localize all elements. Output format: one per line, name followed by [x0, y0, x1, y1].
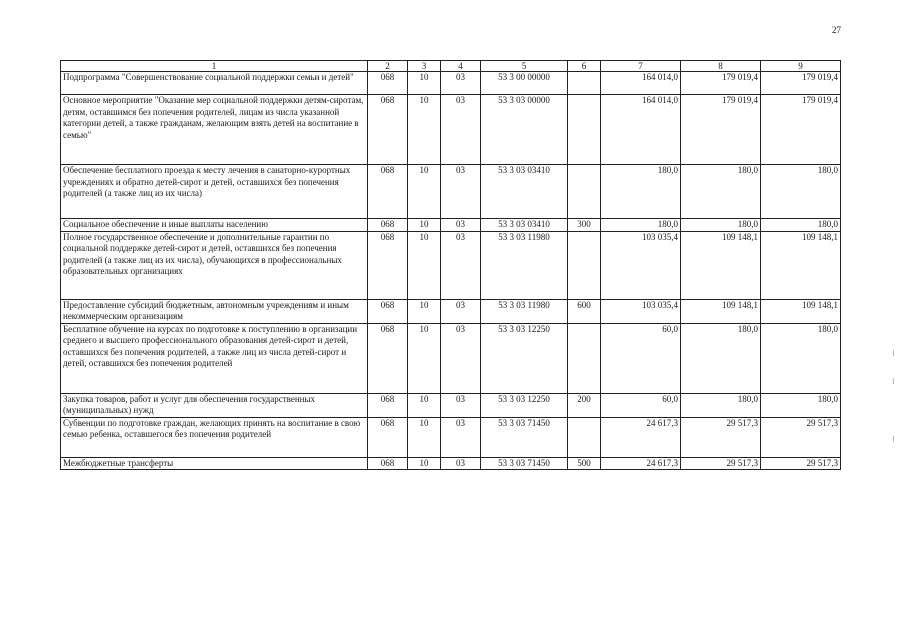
value-col9: 180,0	[761, 219, 841, 232]
code-admin: 068	[368, 457, 408, 470]
value-col8: 109 148,1	[681, 299, 761, 323]
code-admin: 068	[368, 219, 408, 232]
code-expense-type: 200	[568, 393, 601, 417]
table-row	[61, 72, 841, 95]
value-col8: 180,0	[681, 219, 761, 232]
column-header: 9	[761, 61, 841, 72]
scan-mark	[893, 436, 894, 442]
code-section: 10	[408, 393, 441, 417]
page-number: 27	[832, 25, 841, 35]
code-section: 10	[408, 95, 441, 165]
row-name: Межбюджетные трансферты	[61, 457, 368, 470]
value-col9: 109 148,1	[761, 299, 841, 323]
value-col7: 103 035,4	[601, 231, 681, 299]
row-name: Обеспечение бесплатного проезда к месту лечения в санаторно-курортных учреждениях и обратно детей-сирот и детей, оставшихся без попечения родителей (а также лиц из их числа)	[61, 165, 368, 219]
code-subsection: 03	[441, 231, 481, 299]
value-col7: 180,0	[601, 165, 681, 219]
code-admin: 068	[368, 165, 408, 219]
row-name: Закупка товаров, работ и услуг для обеспечения государственных (муниципальных) нужд	[61, 393, 368, 417]
table-row	[61, 165, 841, 219]
code-section: 10	[408, 323, 441, 393]
code-section: 10	[408, 165, 441, 219]
value-col7: 103 035,4	[601, 299, 681, 323]
code-target: 53 3 00 00000	[481, 72, 568, 95]
value-col7: 24 617,3	[601, 457, 681, 470]
value-col9: 179 019,4	[761, 95, 841, 165]
code-admin: 068	[368, 323, 408, 393]
value-col7: 24 617,3	[601, 417, 681, 457]
code-section: 10	[408, 457, 441, 470]
value-col8: 180,0	[681, 165, 761, 219]
code-subsection: 03	[441, 299, 481, 323]
value-col9: 109 148,1	[761, 231, 841, 299]
code-admin: 068	[368, 417, 408, 457]
code-target: 53 3 03 12250	[481, 323, 568, 393]
column-header: 2	[368, 61, 408, 72]
column-header: 3	[408, 61, 441, 72]
table-row	[61, 457, 841, 470]
table-row	[61, 323, 841, 393]
code-admin: 068	[368, 95, 408, 165]
value-col8: 180,0	[681, 323, 761, 393]
code-subsection: 03	[441, 323, 481, 393]
value-col9: 180,0	[761, 323, 841, 393]
code-subsection: 03	[441, 417, 481, 457]
table-row	[61, 393, 841, 417]
table-row	[61, 95, 841, 165]
column-header: 6	[568, 61, 601, 72]
value-col8: 109 148,1	[681, 231, 761, 299]
code-expense-type	[568, 323, 601, 393]
code-subsection: 03	[441, 219, 481, 232]
row-name: Социальное обеспечение и иные выплаты населению	[61, 219, 368, 232]
header-row	[61, 61, 841, 72]
code-subsection: 03	[441, 165, 481, 219]
code-target: 53 3 03 03410	[481, 219, 568, 232]
code-expense-type: 600	[568, 299, 601, 323]
table-row	[61, 231, 841, 299]
value-col7: 164 014,0	[601, 95, 681, 165]
code-target: 53 3 03 00000	[481, 95, 568, 165]
code-target: 53 3 03 11980	[481, 299, 568, 323]
value-col9: 29 517,3	[761, 417, 841, 457]
code-expense-type	[568, 72, 601, 95]
code-section: 10	[408, 417, 441, 457]
row-name: Подпрограмма "Совершенствование социальной поддержки семьи и детей"	[61, 72, 368, 95]
value-col7: 60,0	[601, 393, 681, 417]
column-header: 8	[681, 61, 761, 72]
table-row	[61, 417, 841, 457]
row-name: Основное мероприятие "Оказание мер социальной поддержки детям-сиротам, детям, оставшимся без попечения родителей, лицам из числа указанной категории детей, а также гражданам, желающим взять детей на воспитание в семью"	[61, 95, 368, 165]
table-row	[61, 299, 841, 323]
code-expense-type: 300	[568, 219, 601, 232]
code-expense-type	[568, 417, 601, 457]
value-col9: 179 019,4	[761, 72, 841, 95]
code-subsection: 03	[441, 72, 481, 95]
code-section: 10	[408, 231, 441, 299]
scan-mark	[893, 378, 894, 384]
column-header: 5	[481, 61, 568, 72]
column-header: 4	[441, 61, 481, 72]
value-col9: 180,0	[761, 165, 841, 219]
column-header: 7	[601, 61, 681, 72]
value-col7: 60,0	[601, 323, 681, 393]
value-col8: 179 019,4	[681, 95, 761, 165]
row-name: Субвенции по подготовке граждан, желающих принять на воспитание в свою семью ребенка, оставшегося без попечения родителей	[61, 417, 368, 457]
code-target: 53 3 03 03410	[481, 165, 568, 219]
row-name: Предоставление субсидий бюджетным, автономным учреждениям и иным некоммерческим организациям	[61, 299, 368, 323]
value-col7: 164 014,0	[601, 72, 681, 95]
code-admin: 068	[368, 72, 408, 95]
value-col7: 180,0	[601, 219, 681, 232]
row-name: Бесплатное обучение на курсах по подготовке к поступлению в организации среднего и высшего профессионального образования детей-сирот и детей, оставшихся без попечения родителей, а также лиц из числа детей-сирот и детей, оставшихся без попечения родителей	[61, 323, 368, 393]
budget-table	[60, 60, 841, 470]
code-target: 53 3 03 71450	[481, 417, 568, 457]
code-section: 10	[408, 219, 441, 232]
value-col8: 29 517,3	[681, 457, 761, 470]
code-target: 53 3 03 11980	[481, 231, 568, 299]
code-expense-type	[568, 165, 601, 219]
code-section: 10	[408, 72, 441, 95]
code-admin: 068	[368, 393, 408, 417]
code-section: 10	[408, 299, 441, 323]
table-row	[61, 219, 841, 232]
row-name: Полное государственное обеспечение и дополнительные гарантии по социальной поддержке детей-сирот и детей, оставшихся без попечения родителей (а также лиц из их числа), обучающихся в профессиональных образовательных организациях	[61, 231, 368, 299]
code-target: 53 3 03 71450	[481, 457, 568, 470]
code-expense-type	[568, 95, 601, 165]
value-col8: 29 517,3	[681, 417, 761, 457]
code-subsection: 03	[441, 457, 481, 470]
code-expense-type: 500	[568, 457, 601, 470]
value-col8: 179 019,4	[681, 72, 761, 95]
column-header: 1	[61, 61, 368, 72]
code-expense-type	[568, 231, 601, 299]
code-admin: 068	[368, 231, 408, 299]
value-col9: 29 517,3	[761, 457, 841, 470]
code-target: 53 3 03 12250	[481, 393, 568, 417]
code-subsection: 03	[441, 95, 481, 165]
value-col8: 180,0	[681, 393, 761, 417]
code-subsection: 03	[441, 393, 481, 417]
scan-mark	[893, 350, 894, 356]
code-admin: 068	[368, 299, 408, 323]
value-col9: 180,0	[761, 393, 841, 417]
